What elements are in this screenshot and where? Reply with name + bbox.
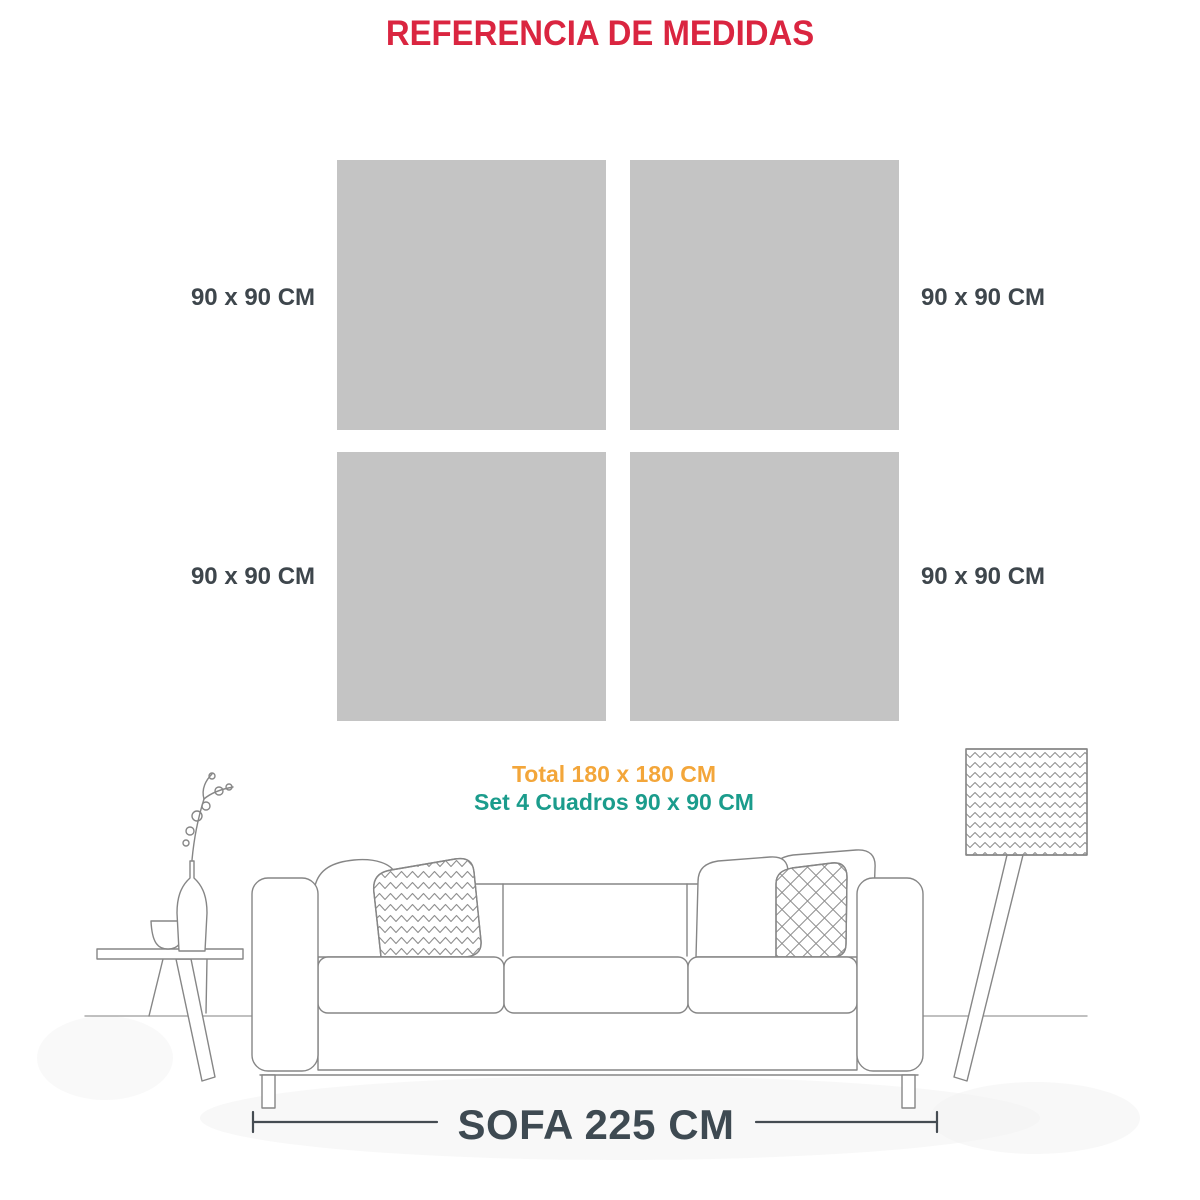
pillow-chevron-icon	[374, 859, 481, 957]
sofa-icon	[252, 850, 923, 1108]
frame-size-label-top-left: 90 x 90 CM	[190, 284, 316, 311]
sofa-width-label: SOFA 225 CM	[457, 1101, 735, 1148]
pillow-diamond-icon	[776, 863, 847, 957]
frame-size-label-bottom-right: 90 x 90 CM	[920, 563, 1046, 590]
total-size-text: Total 180 x 180 CM	[511, 761, 717, 787]
frame-size-label-top-right: 90 x 90 CM	[920, 284, 1046, 311]
pillow-plain-icon	[696, 857, 788, 957]
frame-size-label-bottom-left: 90 x 90 CM	[190, 563, 316, 590]
vase-icon	[177, 861, 207, 951]
floor-lamp-icon	[954, 749, 1087, 1081]
set-size-text: Set 4 Cuadros 90 x 90 CM	[474, 789, 754, 815]
flower-branch-icon	[183, 773, 233, 860]
page-title: REFERENCIA DE MEDIDAS	[385, 14, 815, 53]
